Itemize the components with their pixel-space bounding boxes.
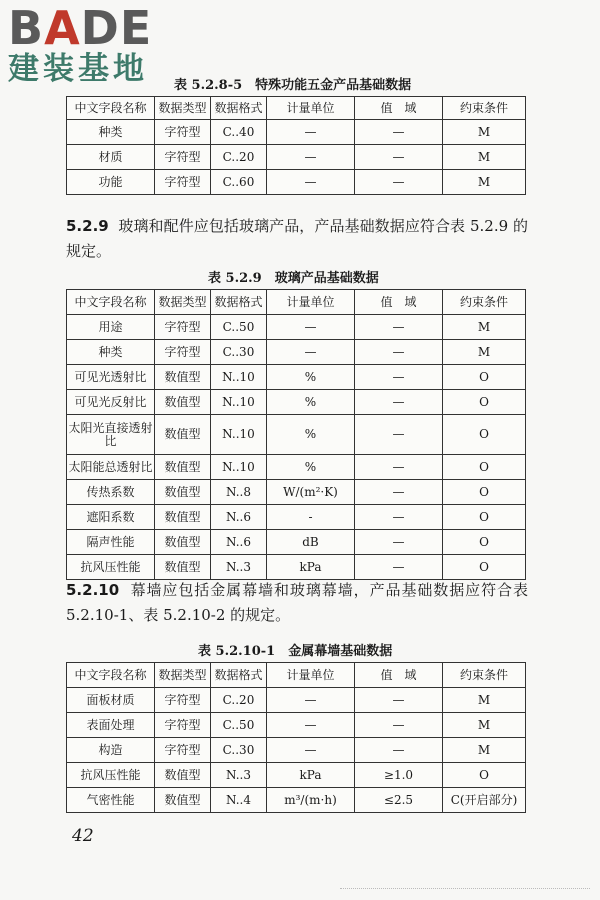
cell-fmt: N..10 [211,390,267,415]
cell-cons: O [443,505,526,530]
cell-cons: O [443,455,526,480]
cell-type: 数值型 [155,415,211,455]
cell-type: 字符型 [155,145,211,170]
cell-type: 字符型 [155,713,211,738]
header-cell-name: 中文字段名称 [67,290,155,315]
cell-cons: O [443,555,526,580]
cell-fmt: C..20 [211,688,267,713]
table-row [67,170,526,195]
cell-range: — [355,688,443,713]
cell-type: 数值型 [155,505,211,530]
cell-range: — [355,340,443,365]
cell-name: 抗风压性能 [67,555,155,580]
cell-range: — [355,415,443,455]
table-5-2-10-1 [66,662,526,813]
header-cell-unit: 计量单位 [267,290,355,315]
header-cell-cons: 约束条件 [443,663,526,688]
cell-unit: % [267,415,355,455]
cell-fmt: N..10 [211,365,267,390]
table-row [67,738,526,763]
cell-name: 传热系数 [67,480,155,505]
table-row [67,415,526,455]
table-row [67,340,526,365]
cell-unit: — [267,120,355,145]
cell-range: — [355,713,443,738]
cell-name: 太阳能总透射比 [67,455,155,480]
cell-cons: O [443,390,526,415]
cell-name: 可见光透射比 [67,365,155,390]
cell-type: 数值型 [155,455,211,480]
header-cell-fmt: 数据格式 [211,97,267,120]
cell-type: 字符型 [155,170,211,195]
cell-name: 隔声性能 [67,530,155,555]
cell-fmt: C..30 [211,340,267,365]
cell-unit: — [267,145,355,170]
cell-unit: — [267,315,355,340]
header-cell-type: 数据类型 [155,97,211,120]
cell-fmt: N..3 [211,763,267,788]
cell-cons: O [443,530,526,555]
cell-name: 面板材质 [67,688,155,713]
header-cell-range: 值 域 [355,290,443,315]
header-cell-unit: 计量单位 [267,97,355,120]
cell-unit: % [267,455,355,480]
cell-range: — [355,390,443,415]
cell-fmt: C..50 [211,315,267,340]
cell-range: ≤2.5 [355,788,443,813]
header-cell-range: 值 域 [355,97,443,120]
cell-name: 气密性能 [67,788,155,813]
cell-fmt: N..8 [211,480,267,505]
table-5-2-8-5-caption: 表 5.2.8-5 特殊功能五金产品基础数据 [174,78,412,93]
cell-type: 数值型 [155,763,211,788]
cell-name: 抗风压性能 [67,763,155,788]
table-row [67,763,526,788]
page-edge-divider [340,888,590,891]
cell-name: 种类 [67,120,155,145]
cell-fmt: N..6 [211,530,267,555]
cell-name: 功能 [67,170,155,195]
cell-cons: O [443,763,526,788]
cell-name: 材质 [67,145,155,170]
cell-type: 字符型 [155,340,211,365]
cell-unit: — [267,688,355,713]
table-row [67,713,526,738]
cell-unit: kPa [267,763,355,788]
page-number: 42 [72,826,94,846]
cell-fmt: C..20 [211,145,267,170]
table-5-2-10-1-caption: 表 5.2.10-1 金属幕墙基础数据 [198,644,393,659]
cell-unit: — [267,713,355,738]
table-header-row [67,290,526,315]
cell-range: — [355,120,443,145]
cell-cons: M [443,120,526,145]
cell-range: — [355,738,443,763]
cell-cons: C(开启部分) [443,788,526,813]
cell-fmt: N..6 [211,505,267,530]
cell-range: — [355,170,443,195]
clause-text: 玻璃和配件应包括玻璃产品，产品基础数据应符合表 5.2.9 的规定。 [66,217,528,260]
cell-unit: % [267,390,355,415]
cell-name: 遮阳系数 [67,505,155,530]
cell-type: 数值型 [155,365,211,390]
clause-5-2-10 [66,578,528,628]
cell-type: 数值型 [155,480,211,505]
cell-cons: O [443,365,526,390]
cell-type: 字符型 [155,738,211,763]
site-logo [8,2,178,86]
cell-type: 字符型 [155,688,211,713]
header-cell-name: 中文字段名称 [67,97,155,120]
cell-cons: M [443,713,526,738]
cell-unit: - [267,505,355,530]
clause-text: 幕墙应包括金属幕墙和玻璃幕墙，产品基础数据应符合表 5.2.10-1、表 5.2.10-2 的规定。 [66,581,528,624]
cell-cons: M [443,340,526,365]
table-row [67,120,526,145]
table-row [67,390,526,415]
cell-fmt: N..10 [211,455,267,480]
header-cell-fmt: 数据格式 [211,663,267,688]
header-cell-cons: 约束条件 [443,290,526,315]
cell-fmt: N..4 [211,788,267,813]
table-header-row [67,97,526,120]
cell-unit: — [267,340,355,365]
header-cell-range: 值 域 [355,663,443,688]
cell-range: — [355,480,443,505]
cell-cons: M [443,145,526,170]
cell-unit: — [267,738,355,763]
cell-fmt: C..50 [211,713,267,738]
cell-unit: — [267,170,355,195]
header-cell-type: 数据类型 [155,290,211,315]
cell-range: ≥1.0 [355,763,443,788]
header-cell-unit: 计量单位 [267,663,355,688]
cell-type: 字符型 [155,120,211,145]
cell-type: 数值型 [155,555,211,580]
header-cell-cons: 约束条件 [443,97,526,120]
logo-chinese-name: 建装基地 [8,51,148,87]
cell-name: 太阳光直接透射比 [67,415,155,455]
cell-range: — [355,455,443,480]
table-5-2-8-5 [66,96,526,195]
table-5-2-9-caption: 表 5.2.9 玻璃产品基础数据 [208,271,379,286]
cell-fmt: C..30 [211,738,267,763]
table-5-2-9 [66,289,526,580]
cell-type: 数值型 [155,788,211,813]
cell-name: 种类 [67,340,155,365]
table-row [67,505,526,530]
table-row [67,365,526,390]
table-header-row [67,663,526,688]
cell-range: — [355,315,443,340]
cell-fmt: C..60 [211,170,267,195]
cell-fmt: N..10 [211,415,267,455]
table-row [67,788,526,813]
table-row [67,145,526,170]
cell-type: 数值型 [155,390,211,415]
cell-cons: O [443,415,526,455]
cell-range: — [355,505,443,530]
cell-cons: O [443,480,526,505]
logo-wordmark: BADE [8,1,153,55]
cell-name: 可见光反射比 [67,390,155,415]
cell-name: 用途 [67,315,155,340]
table-row [67,315,526,340]
cell-range: — [355,145,443,170]
clause-number: 5.2.9 [66,217,109,235]
cell-range: — [355,365,443,390]
cell-unit: dB [267,530,355,555]
cell-cons: M [443,170,526,195]
cell-unit: % [267,365,355,390]
table-row [67,530,526,555]
cell-unit: W/(m²·K) [267,480,355,505]
cell-unit: kPa [267,555,355,580]
header-cell-fmt: 数据格式 [211,290,267,315]
header-cell-name: 中文字段名称 [67,663,155,688]
cell-unit: m³/(m·h) [267,788,355,813]
cell-fmt: N..3 [211,555,267,580]
cell-cons: M [443,315,526,340]
table-row [67,480,526,505]
header-cell-type: 数据类型 [155,663,211,688]
cell-cons: M [443,688,526,713]
clause-number: 5.2.10 [66,581,120,599]
table-row [67,555,526,580]
cell-cons: M [443,738,526,763]
table-row [67,688,526,713]
cell-fmt: C..40 [211,120,267,145]
table-row [67,455,526,480]
cell-type: 字符型 [155,315,211,340]
clause-5-2-9 [66,214,528,264]
cell-type: 数值型 [155,530,211,555]
cell-range: — [355,530,443,555]
cell-name: 构造 [67,738,155,763]
cell-range: — [355,555,443,580]
cell-name: 表面处理 [67,713,155,738]
